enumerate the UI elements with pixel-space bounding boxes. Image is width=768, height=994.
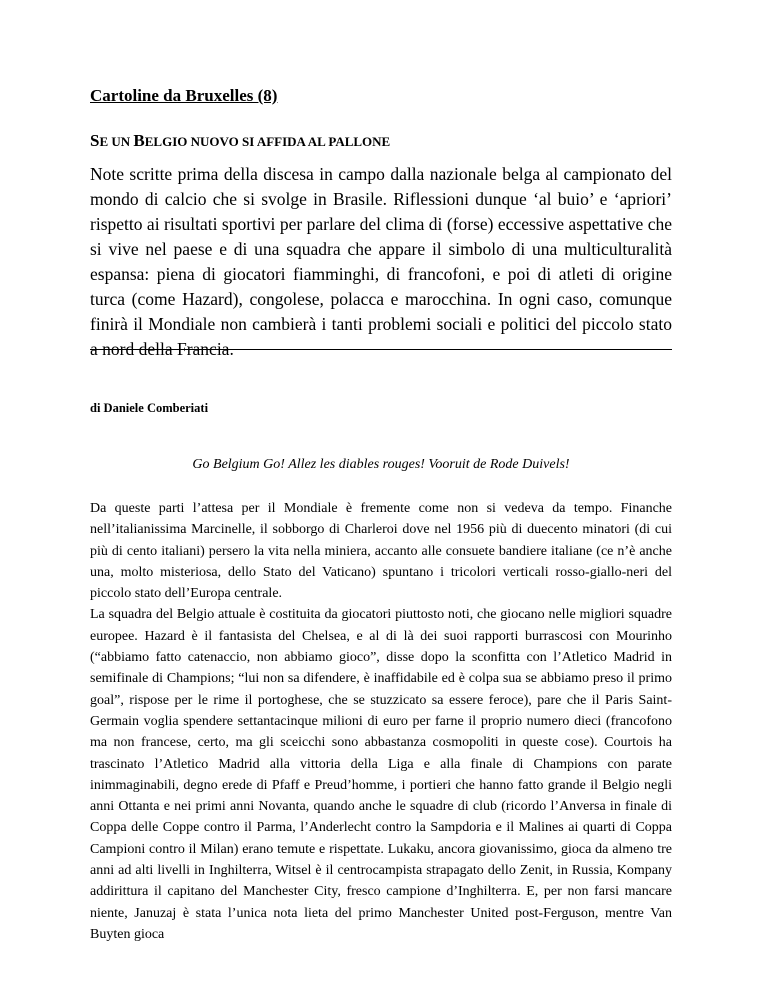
separator-line	[90, 349, 672, 350]
headline-initial-s: S	[90, 131, 100, 150]
epigraph: Go Belgium Go! Allez les diables rouges! Vooruit de Rode Duivels!	[192, 457, 570, 472]
headline-text-2: ELGIO NUOVO SI AFFIDA AL PALLONE	[144, 134, 391, 149]
abstract: Note scritte prima della discesa in campo dalla nazionale belga al campionato del mondo di calcio che si svolge in Brasile. Riflessioni dunque ‘al buio’ e ‘apriori’ rispetto ai risultati sportivi per parlare del clima di (forse) eccessive aspettative che si vive nel paese e di una squadra che appare il simbolo di una multiculturalità espansa: piena di giocatori fiamminghi, di francofoni, e poi di atleti di origine turca (come Hazard), congolese, polacca e marocchina. In ogni caso, comunque finirà il Mondiale non cambierà i tanti problemi sociali e politici del piccolo stato a nord della Francia.	[90, 164, 672, 359]
author-byline: di Daniele Comberiati	[90, 401, 209, 415]
paragraph: Da queste parti l’attesa per il Mondiale è fremente come non si vedeva da tempo. Finanche nell’italianissima Marcinelle, il sobborgo di Charleroi dove nel 1956 più di duecento minatori (di cui più di cento italiani) persero la vita nella miniera, accanto alle consuete bandiere italiane (ce n’è anche una, molto misteriosa, dello Stato del Vaticano) spuntano i tricolori verticali rosso-giallo-neri del piccolo stato dell’Europa centrale.	[90, 501, 672, 602]
series-title: Cartoline da Bruxelles (8)	[90, 86, 278, 105]
headline-text-1: E UN	[99, 134, 134, 149]
paragraph: La squadra del Belgio attuale è costituita da giocatori piuttosto noti, che giocano nelle migliori squadre europee. Hazard è il fantasista del Chelsea, e al di là dei suoi rapporti burrascosi con Mourinho (“abbiamo fatto catenaccio, non abbiamo gioco”, disse dopo la sconfitta con l’Atletico Madrid in semifinale di Champions; “lui non sa difendere, è inaffidabile ed è colpa sua se abbiamo preso il primo goal”, rispose per le rime il portoghese, che se stuzzicato sa essere feroce), pare che il Paris Saint-Germain voglia spendere settantacinque milioni di euro per farne il proprio numero dieci (francofono ma non francese, certo, ma gli sceicchi sono abbastanza cosmopoliti in queste cose). Courtois ha trascinato l’Atletico Madrid alla vittoria della Liga e alla finale di Champions con parate inimmaginabili, degno erede di Pfaff e Preud’homme, i portieri che hanno fatto grande il Belgio negli anni Ottanta e nei primi anni Novanta, quando anche le squadre di club (ricordo l’Anversa in finale di Coppa delle Coppe contro il Parma, l’Anderlecht contro la Sampdoria e il Malines ai quarti di Coppa Campioni contro il Milan) erano temute e rispettate. Lukaku, ancora giovanissimo, gioca da almeno tre anni ad alti livelli in Inghilterra, Witsel è il centrocampista strapagato dello Zenit, in Russia, Kompany addirittura il capitano del Manchester City, fresco campione d’Inghilterra. E, per non farsi mancare niente, Januzaj è stata l’unica nota lieta del primo Manchester United post-Ferguson, mentre Van Buyten gioca	[90, 607, 672, 942]
article-body	[90, 498, 672, 945]
headline-initial-b: B	[133, 131, 145, 150]
headline	[90, 130, 390, 153]
